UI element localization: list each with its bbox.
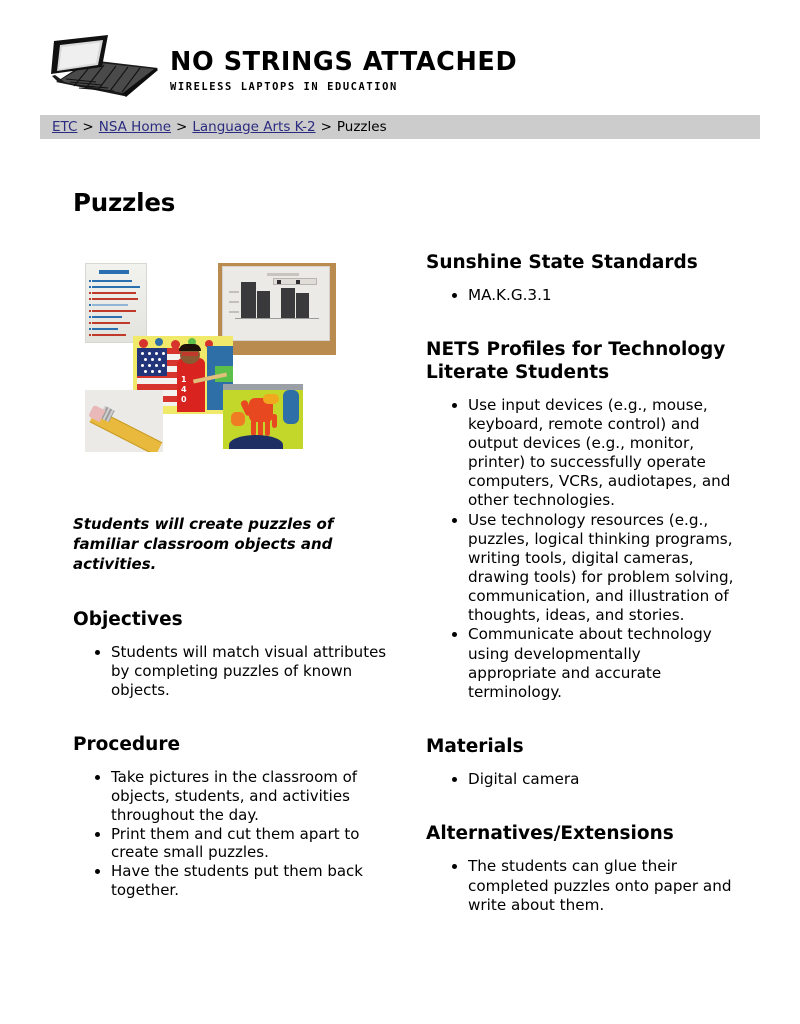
- breadcrumb-item-language-arts-k2[interactable]: Language Arts K-2: [192, 119, 316, 135]
- list-item: • Communicate about technology using developmentally appropriate and accurate terminology.: [468, 625, 734, 702]
- bar-chart-poster-photo: [218, 263, 336, 355]
- pencil-drawing-photo: [85, 390, 163, 452]
- section-heading-materials: Materials: [426, 735, 524, 757]
- list-item: • Take pictures in the classroom of objects, students, and activities throughout the day.: [111, 768, 403, 825]
- site-header: [0, 0, 800, 93]
- materials-list: [426, 770, 734, 789]
- section-heading-sunshine-state-standards: Sunshine State Standards: [426, 252, 698, 273]
- breadcrumb-item-etc[interactable]: ETC: [52, 119, 78, 135]
- breadcrumb-separator: >: [320, 119, 332, 135]
- list-item: • MA.K.G.3.1: [468, 286, 734, 305]
- left-column: [73, 252, 403, 915]
- photo-collage: [73, 252, 395, 495]
- laptop-icon: [46, 30, 164, 104]
- list-item: • Use input devices (e.g., mouse, keyboard, remote control) and output devices (e.g., monitor, printer) to successfully operate computers, VCRs, audiotapes, and other technologies.: [468, 396, 734, 511]
- nets-profiles-list: [426, 396, 734, 702]
- section-heading-nets-profiles: NETS Profiles for Technology Literate Students: [426, 339, 726, 383]
- breadcrumb: [40, 115, 760, 139]
- logo-wordmark: [170, 30, 517, 92]
- list-item: • The students can glue their completed puzzles onto paper and write about them.: [468, 857, 734, 914]
- list-item: • Print them and cut them apart to create small puzzles.: [111, 825, 403, 863]
- flag-painting-photo: 1 4 0: [133, 336, 233, 414]
- image-caption: Students will create puzzles of familiar classroom objects and activities.: [73, 515, 334, 573]
- site-title: NO STRINGS ATTACHED: [170, 47, 518, 77]
- page-content: [0, 252, 800, 915]
- section-heading-objectives: Objectives: [73, 608, 183, 630]
- standards-list: [426, 286, 734, 305]
- right-column: [426, 252, 734, 915]
- list-item: • Students will match visual attributes by completing puzzles of known objects.: [111, 643, 403, 700]
- breadcrumb-separator: >: [82, 119, 94, 135]
- list-item: • Use technology resources (e.g., puzzles, logical thinking programs, writing tools, digital cameras, drawing tools) for problem solving, communication, and illustration of thoughts, ideas, and stories.: [468, 511, 734, 626]
- whiteboard-chart-photo: [85, 263, 147, 343]
- breadcrumb-item-current: Puzzles: [336, 119, 387, 135]
- list-item: • Have the students put them back together.: [111, 862, 403, 900]
- alternatives-list: [426, 857, 734, 914]
- section-heading-procedure: Procedure: [73, 733, 180, 755]
- list-item: • Digital camera: [468, 770, 734, 789]
- section-heading-alternatives-extensions: Alternatives/Extensions: [426, 823, 674, 845]
- objectives-list: [73, 643, 403, 700]
- breadcrumb-item-nsa-home[interactable]: NSA Home: [98, 119, 172, 135]
- procedure-list: [73, 768, 403, 900]
- handprint-art-photo: [223, 384, 303, 449]
- breadcrumb-separator: >: [176, 119, 188, 135]
- site-subtitle: WIRELESS LAPTOPS IN EDUCATION: [170, 80, 398, 93]
- page-title: Puzzles: [73, 188, 176, 218]
